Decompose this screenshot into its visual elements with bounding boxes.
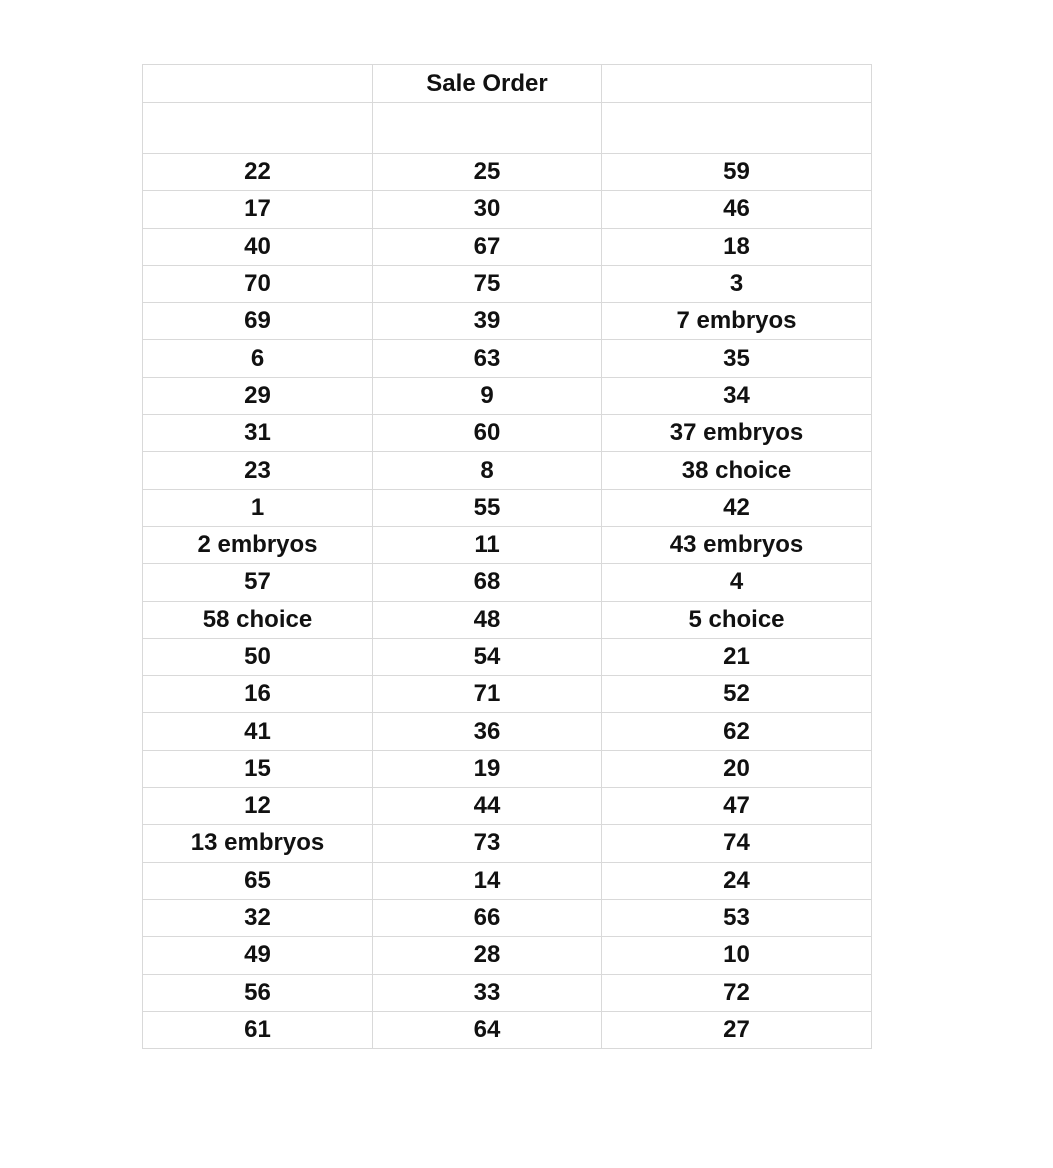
table-cell: 18 [602,228,872,265]
table-cell: 56 [143,974,373,1011]
table-cell: 20 [602,750,872,787]
table-cell: 8 [373,452,602,489]
table-cell: 11 [373,526,602,563]
table-cell: 64 [373,1011,602,1048]
blank-cell [143,103,373,154]
table-cell: 28 [373,937,602,974]
blank-cell [602,103,872,154]
blank-cell [373,103,602,154]
table-row [143,228,872,265]
table-cell: 49 [143,937,373,974]
table-row [143,862,872,899]
table-cell: 40 [143,228,373,265]
table-row [143,415,872,452]
table-cell: 1 [143,489,373,526]
table-row [143,899,872,936]
table-cell: 10 [602,937,872,974]
table-cell: 27 [602,1011,872,1048]
table-cell: 57 [143,564,373,601]
table-cell: 35 [602,340,872,377]
table-row [143,676,872,713]
table-row [143,1011,872,1048]
table-cell: 3 [602,265,872,302]
table-row [143,303,872,340]
table-body [143,65,872,1049]
table-cell: 73 [373,825,602,862]
table-cell: 34 [602,377,872,414]
table-cell: 53 [602,899,872,936]
table-row [143,750,872,787]
table-cell: 70 [143,265,373,302]
table-cell: 55 [373,489,602,526]
table-cell: 74 [602,825,872,862]
table-cell: 33 [373,974,602,1011]
table-cell: 7 embryos [602,303,872,340]
table-cell: 21 [602,638,872,675]
table-cell: 43 embryos [602,526,872,563]
table-row [143,191,872,228]
table-cell: 2 embryos [143,526,373,563]
table-cell: 50 [143,638,373,675]
table-cell: 23 [143,452,373,489]
table-cell: 19 [373,750,602,787]
table-cell: 37 embryos [602,415,872,452]
table-cell: 52 [602,676,872,713]
table-cell: 6 [143,340,373,377]
table-row [143,788,872,825]
table-cell: 38 choice [602,452,872,489]
table-row [143,638,872,675]
table-cell: 12 [143,788,373,825]
blank-row [143,103,872,154]
header-row [143,65,872,103]
table-cell: 39 [373,303,602,340]
table-row [143,489,872,526]
table-cell: 41 [143,713,373,750]
table-cell: 66 [373,899,602,936]
table-cell: 75 [373,265,602,302]
table-cell: 63 [373,340,602,377]
table-cell: 67 [373,228,602,265]
table-cell: 47 [602,788,872,825]
table-row [143,713,872,750]
table-cell: 69 [143,303,373,340]
table-cell: 30 [373,191,602,228]
table-row [143,377,872,414]
table-cell: 9 [373,377,602,414]
table-cell: 48 [373,601,602,638]
table-row [143,154,872,191]
table-cell: 13 embryos [143,825,373,862]
table-cell: 29 [143,377,373,414]
table-cell: 61 [143,1011,373,1048]
table-cell: 31 [143,415,373,452]
table-cell: 16 [143,676,373,713]
table-row [143,340,872,377]
table-cell: 60 [373,415,602,452]
table-cell: 54 [373,638,602,675]
table-cell: 46 [602,191,872,228]
header-cell-3 [602,65,872,103]
table-cell: 59 [602,154,872,191]
table-cell: 71 [373,676,602,713]
table-cell: 22 [143,154,373,191]
table-cell: 32 [143,899,373,936]
table-row [143,564,872,601]
sale-order-heading: Sale Order [373,65,602,103]
table-cell: 5 choice [602,601,872,638]
table-cell: 62 [602,713,872,750]
table-cell: 65 [143,862,373,899]
table-row [143,825,872,862]
table-cell: 42 [602,489,872,526]
table-row [143,601,872,638]
table-cell: 17 [143,191,373,228]
table-cell: 14 [373,862,602,899]
table-cell: 36 [373,713,602,750]
table-row [143,265,872,302]
table-row [143,974,872,1011]
table-cell: 24 [602,862,872,899]
table-row [143,937,872,974]
header-cell-1 [143,65,373,103]
table-cell: 58 choice [143,601,373,638]
table-cell: 72 [602,974,872,1011]
table-cell: 25 [373,154,602,191]
table-cell: 68 [373,564,602,601]
table-row [143,452,872,489]
sale-order-table [142,64,872,1049]
table-cell: 4 [602,564,872,601]
table-row [143,526,872,563]
table-cell: 44 [373,788,602,825]
table-cell: 15 [143,750,373,787]
